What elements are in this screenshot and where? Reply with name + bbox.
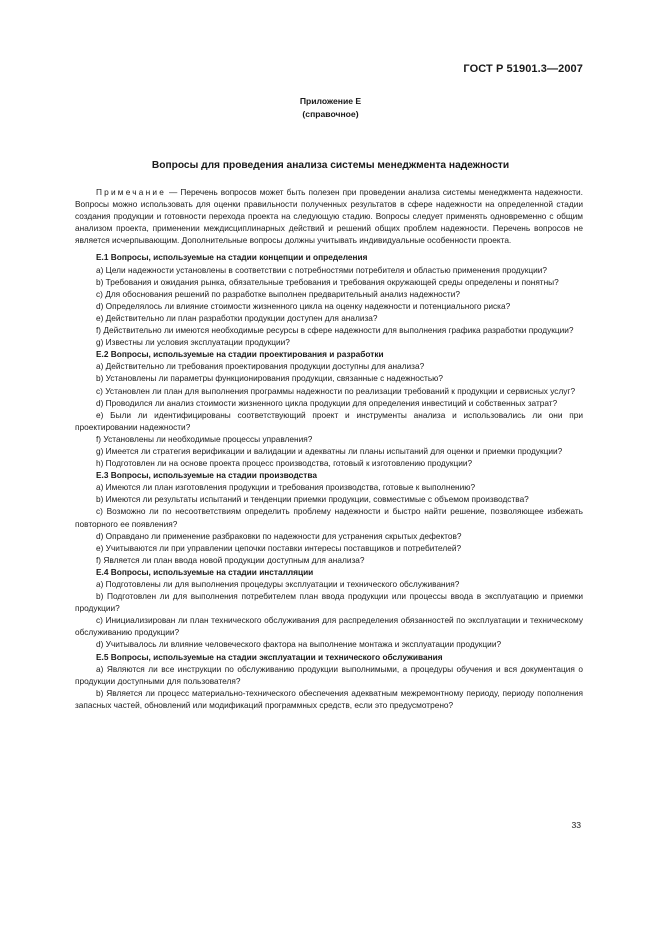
question-item: a) Цели надежности установлены в соответствии с потребностями потребителя и областью применения продукции? [96, 264, 548, 275]
question-item: c) Возможно ли по несоответствиям определить проблему надежности и быстро найти решение, позволяющее избежать повторного ее появления? [75, 506, 583, 529]
question-item: g) Известны ли условия эксплуатации продукции? [96, 337, 290, 348]
question-item: a) Являются ли все инструкции по обслуживанию продукции выполнимыми, а процедуры обучения и вся документация о продукции доступными для пользователя? [75, 663, 583, 686]
question-item: g) Имеется ли стратегия верификации и валидации и адекватны ли планы испытаний для оценки и приемки продукции? [96, 445, 563, 456]
question-item: c) Для обоснования решений по разработке выполнен предварительный анализ надежности? [96, 288, 460, 299]
question-item: b) Установлены ли параметры функционирования продукции, связанные с надежностью? [96, 373, 443, 384]
page-number: 33 [571, 820, 581, 830]
section-heading: Е.3 Вопросы, используемые на стадии производства [96, 470, 317, 481]
question-item: a) Действительно ли требования проектирования продукции доступны для анализа? [96, 361, 425, 372]
question-item: e) Учитываются ли при управлении цепочки поставки интересы поставщиков и потребителей? [96, 542, 462, 553]
question-item: b) Требования и ожидания рынка, обязательные требования и требования окружающей среды определены и понятны? [96, 276, 559, 287]
annex-label: Приложение Е [299, 96, 362, 106]
annex-type: (справочное) [302, 109, 359, 119]
question-item: b) Является ли процесс материально-технического обеспечения адекватным межремонтному периоду, периоду пополнения запасных частей, обновлений или модификаций программных средств, если это предусмотрено? [75, 687, 583, 710]
question-item: e) Действительно ли план разработки продукции доступен для анализа? [96, 312, 378, 323]
questions-body [75, 186, 583, 711]
section-heading: Е.4 Вопросы, используемые на стадии инсталляции [96, 566, 314, 577]
section-heading: Е.5 Вопросы, используемые на стадии эксплуатации и технического обслуживания [96, 651, 443, 662]
note-paragraph [75, 186, 583, 246]
section-heading: Е.2 Вопросы, используемые на стадии проектирования и разработки [96, 349, 384, 360]
question-item: a) Имеются ли план изготовления продукции и требования производства, готовые к выполнению? [96, 482, 476, 493]
question-item: b) Имеются ли результаты испытаний и тенденции приемки продукции, совместимые с объемом производства? [96, 494, 529, 505]
question-item: a) Подготовлены ли для выполнения процедуры эксплуатации и технического обслуживания? [96, 579, 460, 589]
question-item: d) Проводился ли анализ стоимости жизненного цикла продукции для определения инвестиций и собственных затрат? [96, 397, 558, 408]
question-item: e) Были ли идентифицированы соответствующий проект и инструменты анализа и использовались ли они при проектировании надежности? [75, 409, 583, 432]
question-item: b) Подготовлен ли для выполнения потребителем план ввода продукции или процессы ввода в эксплуатацию и приемки продукции? [75, 591, 583, 614]
question-item: h) Подготовлен ли на основе проекта процесс производства, готовый к изготовлению продукции? [96, 458, 473, 469]
question-item: d) Определялось ли влияние стоимости жизненного цикла на оценку надежности и потенциального риска? [96, 300, 511, 311]
annex-title: Вопросы для проведения анализа системы менеджмента надежности [151, 160, 510, 171]
annex-heading [0, 95, 661, 121]
question-item: f) Является ли план ввода новой продукции доступным для анализа? [96, 554, 365, 565]
question-item: d) Оправдано ли применение разбраковки по надежности для устранения скрытых дефектов? [96, 530, 462, 541]
question-item: c) Установлен ли план для выполнения программы надежности по реализации требований к продукции и сервисных услуг? [96, 385, 576, 396]
note-text: — Перечень вопросов может быть полезен при проведении анализа системы менеджмента надежности. Вопросы можно использовать для оценки правильности полученных результатов в сфере надежности на определенной стадии создания продукции и готовности перехода проекта на следующую стадию. Вопросы следует применять одновременно с общим анализом проекта, применении междисциплинарных действий и решений общих проблем надежности. Перечень вопросов не является исчерпывающим. Дополнительные вопросы должны учитывать индивидуальные особенности проекта. [75, 187, 583, 246]
question-item: f) Действительно ли имеются необходимые ресурсы в сфере надежности для выполнения графика разработки продукции? [96, 325, 574, 336]
question-item: c) Инициализирован ли план технического обслуживания для распределения обязанностей по эксплуатации и техническому обслуживанию продукции? [75, 615, 583, 638]
standard-code: ГОСТ Р 51901.3—2007 [463, 63, 583, 75]
question-item: d) Учитывалось ли влияние человеческого фактора на выполнение монтажа и эксплуатации продукции? [96, 639, 502, 650]
question-item: f) Установлены ли необходимые процессы управления? [96, 433, 313, 444]
section-heading: Е.1 Вопросы, используемые на стадии концепции и определения [96, 252, 368, 263]
note-label: Примечание [96, 187, 167, 197]
